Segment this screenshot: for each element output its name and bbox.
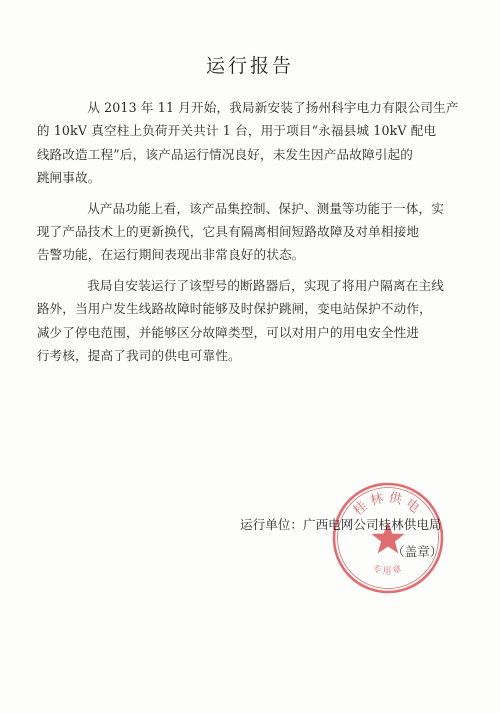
official-seal-icon [328, 478, 448, 598]
paragraph-line: 路外，当用户发生线路故障时能够及时保护跳闸，变电站保护不动作， [36, 301, 432, 317]
paragraph-line: 从产品功能上看，该产品集控制、保护、测量等功能于一体，实 [87, 200, 445, 216]
paragraph-line: 跳闸事故。 [36, 170, 101, 186]
paragraph-line: 行考核，提高了我司的供电可靠性。 [36, 348, 241, 364]
paragraph-line: 告警功能，在运行期间表现出非常良好的状态。 [36, 247, 305, 263]
document-title: 运行报告 [205, 55, 294, 77]
paragraph-2 [36, 197, 452, 267]
paragraph-line: 线路改造工程”后，该产品运行情况良好，未发生因产品故障引起的 [36, 146, 413, 162]
paragraph-line: 的 10kV 真空柱上负荷开关共计 1 台，用于项目“永福县城 10kV 配电 [36, 123, 437, 139]
svg-text:专用章: 专用章 [370, 563, 406, 577]
svg-text:桂林供电: 桂林供电 [350, 490, 426, 519]
paragraph-line: 我局自安装运行了该型号的断路器后，实现了将用户隔离在主线 [87, 277, 445, 293]
paragraph-1 [36, 96, 459, 190]
paragraph-line: 从 2013 年 11 月开始，我局新安装了扬州科宇电力有限公司生产 [87, 100, 459, 115]
paragraph-line: 减少了停电范围，并能够区分故障类型，可以对用户的用电安全性进 [36, 324, 420, 340]
seal-note: （盖章） [392, 544, 443, 559]
paragraph-line: 现了产品技术上的更新换代，它具有隔离相间短路故障及对单相接地 [36, 224, 420, 240]
issuing-unit-signature: 运行单位：广西电网公司桂林供电局 [240, 517, 442, 532]
paragraph-3 [36, 274, 452, 368]
document-body [36, 96, 459, 374]
